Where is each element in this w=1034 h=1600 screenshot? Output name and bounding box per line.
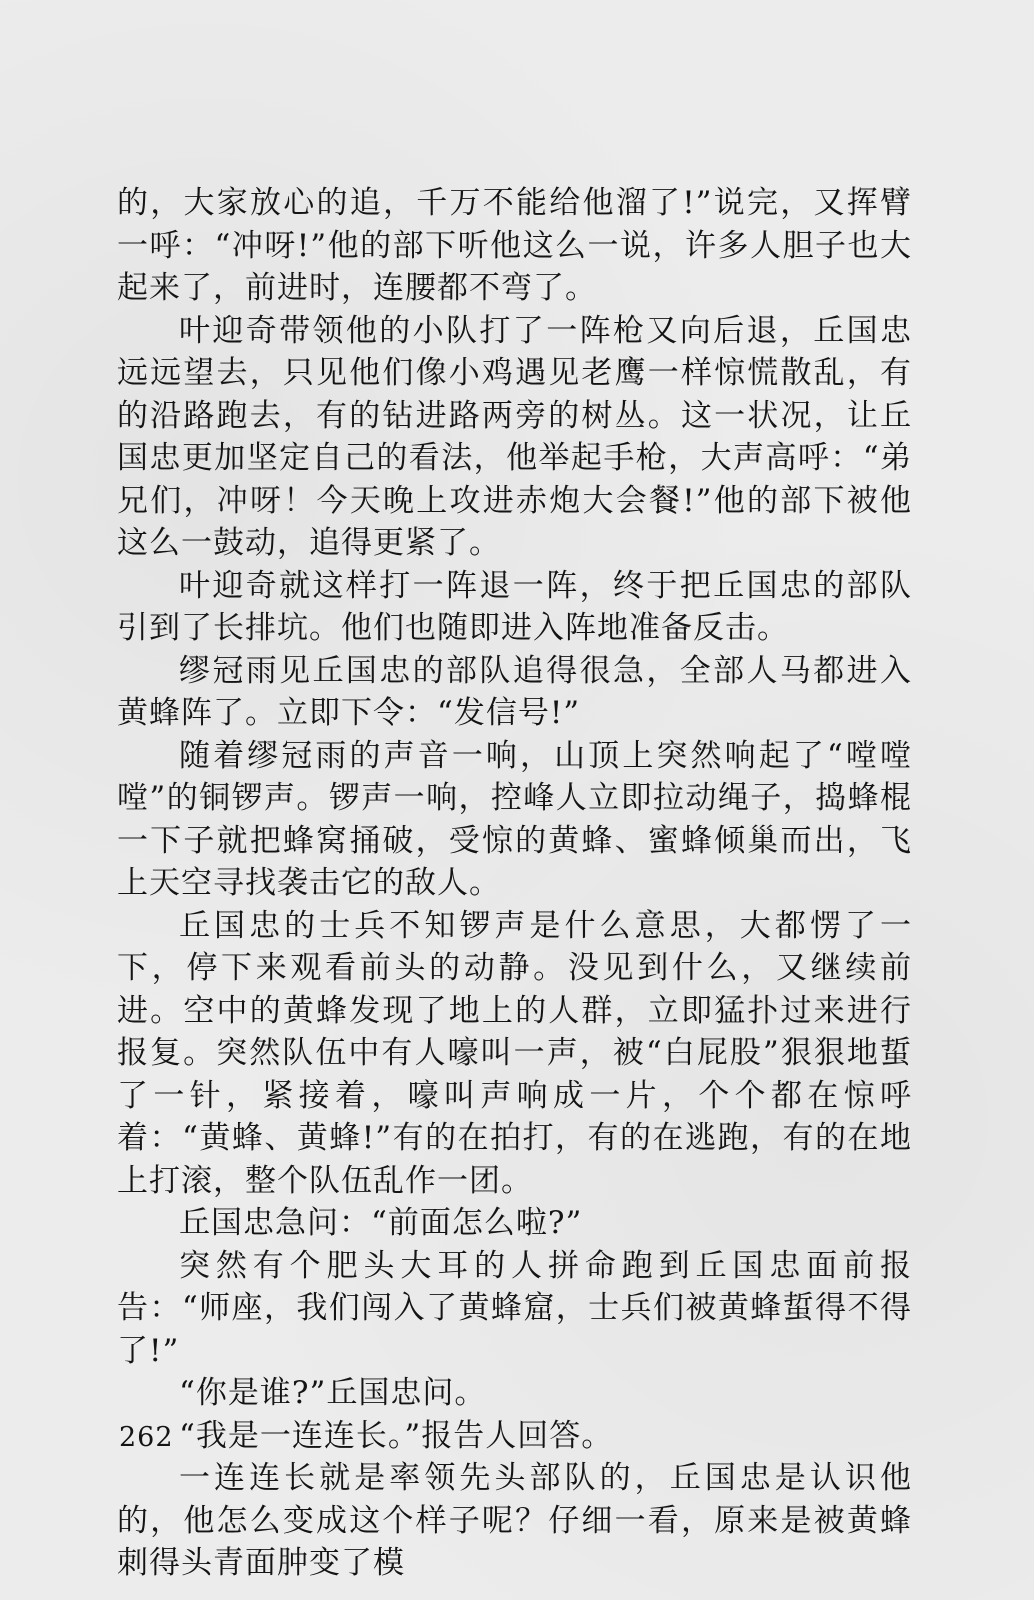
paragraph-1: 的，大家放心的追，千万不能给他溜了!”说完，又挥臂一呼：“冲呀!”他的部下听他这么一说，许多人胆子也大起来了，前进时，连腰都不弯了。: [117, 185, 912, 306]
paragraph-8: 突然有个肥头大耳的人拼命跑到丘国忠面前报告：“师座，我们闯入了黄蜂窟，士兵们被黄蜂蜇得不得了!”: [117, 1247, 912, 1369]
paragraph-6: 丘国忠的士兵不知锣声是什么意思，大都愣了一下，停下来观看前头的动静。没见到什么，又继续前进。空中的黄蜂发现了地上的人群，立即猛扑过来进行报复。突然队伍中有人嚎叫一声，被“白屁股”狠狠地蜇了一针，紧接着，嚎叫声响成一片，个个都在惊呼着：“黄蜂、黄蜂!”有的在拍打，有的在逃跑，有的在地上打滚，整个队伍乱作一团。: [117, 907, 912, 1199]
body-text: [117, 182, 912, 1585]
paragraph-11: 一连连长就是率领先头部队的，丘国忠是认识他的，他怎么变成这个样子呢？仔细一看，原来是被黄蜂刺得头青面肿变了模: [117, 1460, 912, 1581]
page-number: 262: [119, 1422, 174, 1453]
paragraph-2: 叶迎奇带领他的小队打了一阵枪又向后退，丘国忠远远望去，只见他们像小鸡遇见老鹰一样惊慌散乱，有的沿路跑去，有的钻进路两旁的树丛。这一状况，让丘国忠更加坚定自己的看法，他举起手枪，大声高呼：“弟兄们，冲呀！今天晚上攻进赤炮大会餐!”他的部下被他这么一鼓动，追得更紧了。: [117, 312, 912, 561]
paragraph-5: 随着缪冠雨的声音一响，山顶上突然响起了“嘡嘡嘡”的铜锣声。锣声一响，控峰人立即拉动绳子，捣蜂棍一下子就把蜂窝捅破，受惊的黄蜂、蜜蜂倾巢而出，飞上天空寻找袭击它的敌人。: [117, 737, 912, 901]
paragraph-3: 叶迎奇就这样打一阵退一阵，终于把丘国忠的部队引到了长排坑。他们也随即进入阵地准备反击。: [117, 567, 912, 646]
paragraph-4: 缪冠雨见丘国忠的部队追得很急，全部人马都进入黄蜂阵了。立即下令：“发信号!”: [117, 652, 912, 731]
paragraph-7: 丘国忠急问：“前面怎么啦?”: [179, 1205, 583, 1241]
paragraph-10: “我是一连连长。”报告人回答。: [179, 1417, 614, 1454]
paragraph-9: “你是谁?”丘国忠问。: [179, 1375, 487, 1411]
